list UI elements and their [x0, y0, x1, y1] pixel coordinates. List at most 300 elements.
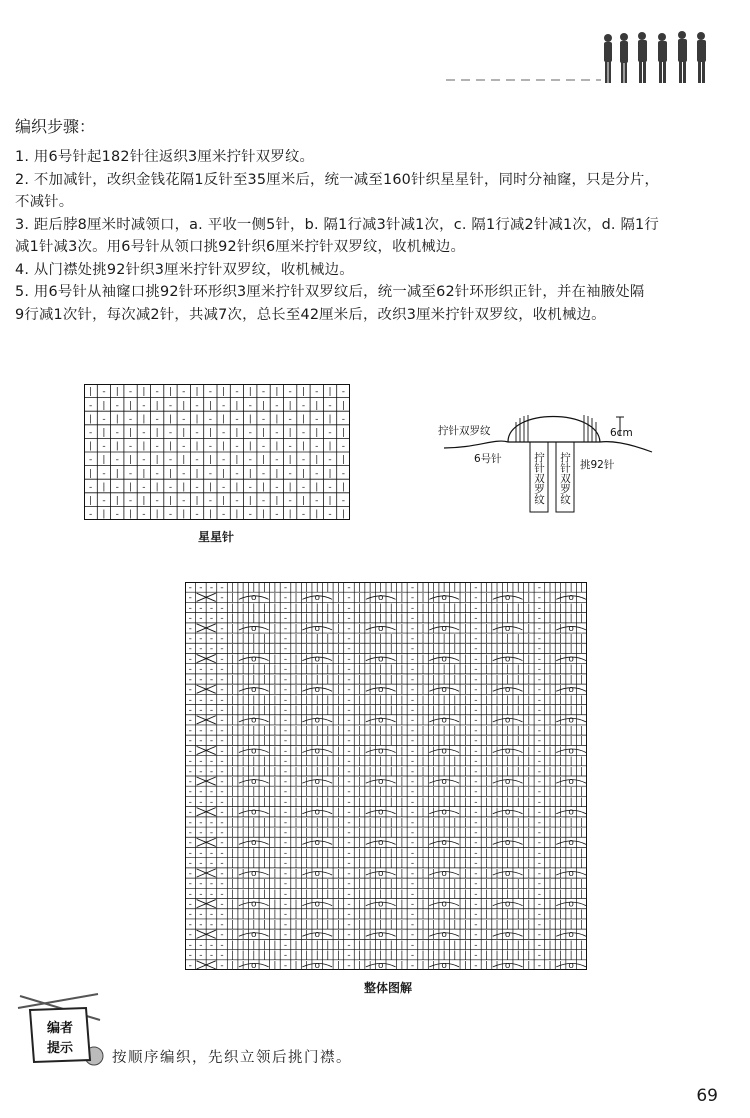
stitch-symbol: |: [548, 899, 552, 910]
stitch-symbol: -: [474, 582, 478, 593]
stitch-symbol: -: [283, 960, 288, 970]
stitch-symbol: |: [421, 746, 425, 757]
step-line: 3. 距后脖8厘米时减领口，a. 平收一侧5针，b. 隔1行减3针减1次，c. 隔1行减2针减1次，d. 隔1行: [15, 216, 660, 233]
stitch-symbol: |: [484, 685, 489, 696]
stitch-symbol: |: [252, 828, 256, 839]
stitch-symbol: |: [421, 858, 425, 869]
stitch-symbol: |: [442, 879, 446, 890]
stitch-symbol: |: [262, 879, 266, 890]
stitch-symbol: -: [220, 613, 224, 624]
stitch-symbol: |: [358, 909, 362, 920]
stitch-symbol: -: [474, 858, 478, 869]
stitch-symbol: o: [314, 623, 320, 634]
stitch-symbol: |: [368, 858, 372, 869]
stitch-symbol: -: [220, 858, 224, 869]
stitch-symbol: o: [314, 776, 320, 787]
stitch-symbol: |: [368, 705, 372, 716]
stitch-symbol: -: [283, 909, 288, 920]
stitch-symbol: |: [463, 940, 467, 951]
stitch-symbol: -: [410, 909, 415, 920]
stitch-symbol: |: [484, 787, 489, 798]
stitch-symbol: |: [559, 797, 563, 808]
stitch-symbol: o: [251, 715, 257, 726]
stitch-symbol: |: [548, 909, 552, 920]
stitch-symbol: |: [273, 817, 277, 828]
stitch-symbol: |: [336, 746, 340, 757]
stitch-symbol: |: [463, 838, 467, 849]
stitch-symbol: |: [559, 930, 563, 941]
stitch-symbol: |: [273, 858, 277, 869]
stitch-symbol: |: [336, 889, 340, 900]
stitch-symbol: -: [199, 756, 203, 767]
stitch-symbol: |: [463, 736, 467, 747]
stitch-symbol: |: [442, 889, 446, 900]
stitch-symbol: |: [336, 776, 340, 787]
stitch-symbol: |: [336, 899, 340, 910]
stitch-symbol: |: [484, 705, 489, 716]
stitch-symbol: -: [188, 817, 192, 828]
stitch-symbol: |: [315, 909, 319, 920]
stitch-symbol: |: [315, 582, 319, 593]
stitch-symbol: |: [358, 613, 362, 624]
stitch-symbol: |: [208, 509, 212, 520]
stitch-symbol: -: [195, 400, 199, 411]
stitch-symbol: -: [209, 756, 214, 767]
stitch-symbol: |: [315, 766, 319, 777]
stitch-symbol: |: [400, 644, 404, 655]
stitch-symbol: |: [241, 909, 245, 920]
stitch-symbol: |: [569, 848, 573, 859]
stitch-symbol: |: [506, 644, 510, 655]
stitch-symbol: -: [199, 674, 203, 685]
stitch-symbol: |: [400, 674, 404, 685]
stitch-symbol: |: [252, 705, 256, 716]
stitch-symbol: o: [441, 776, 447, 787]
stitch-symbol: -: [474, 634, 478, 645]
stitch-symbol: -: [199, 705, 203, 716]
stitch-symbol: |: [400, 685, 404, 696]
stitch-symbol: |: [432, 909, 436, 920]
stitch-symbol: |: [222, 441, 226, 452]
stitch-symbol: |: [495, 858, 499, 869]
stitch-symbol: |: [252, 674, 256, 685]
stitch-symbol: -: [474, 746, 478, 757]
stitch-symbol: |: [115, 468, 119, 479]
stitch-symbol: -: [182, 414, 186, 425]
stitch-symbol: |: [527, 582, 531, 593]
stitch-symbol: -: [199, 725, 203, 736]
stitch-symbol: -: [410, 858, 415, 869]
stitch-symbol: |: [463, 858, 467, 869]
stitch-symbol: |: [548, 848, 552, 859]
header-people-illustration: [600, 28, 720, 86]
stitch-symbol: -: [275, 400, 279, 411]
stitch-symbol: o: [504, 807, 511, 818]
stitch-symbol: |: [305, 746, 309, 757]
stitch-symbol: -: [347, 603, 351, 614]
stitch-symbol: |: [400, 960, 404, 970]
stitch-symbol: -: [283, 889, 288, 900]
stitch-symbol: |: [368, 940, 372, 951]
stitch-symbol: |: [262, 725, 266, 736]
stitch-symbol: -: [188, 807, 192, 818]
stitch-symbol: o: [377, 838, 384, 849]
stitch-symbol: -: [199, 695, 203, 706]
stitch-symbol: |: [368, 817, 372, 828]
stitch-symbol: |: [548, 634, 552, 645]
stitch-symbol: |: [453, 787, 457, 798]
stitch-symbol: |: [442, 797, 446, 808]
stitch-symbol: o: [251, 868, 257, 879]
stitch-symbol: -: [537, 715, 542, 726]
stitch-symbol: |: [294, 868, 298, 879]
stitch-symbol: |: [231, 919, 235, 930]
page-number: 69: [696, 1086, 718, 1106]
editor-tip-badge: [14, 986, 106, 1072]
stitch-symbol: |: [326, 950, 330, 961]
stitch-symbol: o: [441, 807, 447, 818]
stitch-symbol: |: [262, 400, 266, 411]
stitch-symbol: |: [336, 950, 340, 961]
stitch-symbol: |: [421, 644, 425, 655]
stitch-symbol: -: [288, 468, 292, 479]
stitch-symbol: -: [410, 868, 415, 879]
stitch-symbol: |: [495, 725, 499, 736]
stitch-symbol: |: [548, 664, 552, 675]
stitch-symbol: |: [580, 940, 584, 951]
stitch-symbol: |: [288, 428, 292, 438]
stitch-symbol: |: [262, 797, 266, 808]
stitch-symbol: -: [220, 634, 224, 645]
stitch-symbol: |: [379, 644, 383, 655]
stitch-symbol: |: [580, 766, 584, 777]
stitch-symbol: -: [220, 848, 224, 859]
stitch-symbol: |: [336, 879, 340, 890]
stitch-symbol: |: [358, 674, 362, 685]
stitch-symbol: |: [273, 654, 277, 665]
stitch-symbol: o: [314, 930, 320, 941]
stitch-symbol: -: [188, 879, 192, 890]
stitch-symbol: |: [580, 674, 584, 685]
stitch-symbol: |: [463, 950, 467, 961]
stitch-symbol: -: [188, 593, 192, 604]
stitch-symbol: |: [495, 715, 499, 726]
stitch-symbol: |: [305, 705, 309, 716]
stitch-symbol: |: [516, 664, 520, 675]
stitch-symbol: |: [484, 736, 489, 747]
stitch-symbol: o: [377, 685, 384, 696]
stitch-symbol: -: [537, 879, 542, 890]
stitch-symbol: |: [527, 593, 531, 604]
stitch-symbol: |: [580, 848, 584, 859]
stitch-symbol: |: [252, 766, 256, 777]
stitch-symbol: |: [288, 509, 292, 520]
stitch-symbol: |: [368, 766, 372, 777]
stitch-symbol: |: [559, 582, 563, 593]
stitch-symbol: |: [463, 725, 467, 736]
stitch-symbol: -: [410, 797, 415, 808]
stitch-symbol: -: [199, 950, 203, 961]
stitch-symbol: |: [389, 695, 393, 706]
stitch-symbol: |: [235, 428, 239, 438]
stitch-symbol: |: [241, 582, 245, 593]
stitch-symbol: -: [220, 644, 224, 655]
stitch-symbol: |: [379, 634, 383, 645]
stitch-symbol: -: [474, 889, 478, 900]
stitch-symbol: -: [220, 930, 224, 941]
stitch-symbol: -: [347, 919, 351, 930]
stitch-symbol: -: [168, 509, 173, 520]
stitch-symbol: o: [314, 685, 320, 696]
stitch-symbol: |: [241, 746, 245, 757]
stitch-symbol: |: [294, 582, 298, 593]
stitch-symbol: o: [377, 746, 384, 757]
stitch-symbol: -: [347, 623, 351, 634]
stitch-symbol: |: [358, 848, 362, 859]
stitch-symbol: |: [484, 889, 489, 900]
stitch-symbol: |: [262, 634, 266, 645]
stitch-symbol: |: [241, 725, 245, 736]
stitch-symbol: -: [474, 787, 478, 798]
stitch-symbol: o: [314, 593, 320, 604]
label-height: 6cm: [610, 427, 633, 439]
stitch-symbol: |: [379, 613, 383, 624]
stitch-symbol: |: [248, 468, 252, 479]
stitch-symbol: |: [400, 919, 404, 930]
stitch-symbol: |: [432, 889, 436, 900]
stitch-symbol: |: [442, 695, 446, 706]
stitch-symbol: |: [262, 787, 266, 798]
stitch-symbol: |: [379, 756, 383, 767]
stitch-symbol: -: [220, 889, 224, 900]
stitch-symbol: |: [273, 766, 277, 777]
stitch-symbol: -: [410, 634, 415, 645]
stitch-symbol: -: [474, 950, 478, 961]
stitch-symbol: |: [294, 644, 298, 655]
stitch-symbol: |: [506, 705, 510, 716]
stitch-symbol: |: [231, 746, 235, 757]
stitch-symbol: |: [389, 613, 393, 624]
stitch-symbol: |: [89, 414, 93, 425]
stitch-symbol: |: [315, 705, 319, 716]
stitch-symbol: -: [188, 838, 192, 849]
stitch-symbol: -: [537, 705, 542, 716]
stitch-symbol: |: [231, 868, 235, 879]
stitch-symbol: |: [168, 414, 172, 425]
stitch-symbol: o: [377, 776, 384, 787]
stitch-symbol: |: [262, 756, 266, 767]
stitch-symbol: -: [220, 593, 224, 604]
stitch-symbol: |: [315, 400, 319, 411]
stitch-symbol: |: [421, 582, 425, 593]
stitch-symbol: |: [231, 715, 235, 726]
stitch-symbol: -: [188, 889, 192, 900]
stitch-symbol: -: [474, 828, 478, 839]
stitch-symbol: |: [235, 455, 239, 466]
stitch-symbol: -: [142, 400, 146, 411]
stitch-symbol: |: [273, 725, 277, 736]
stitch-symbol: |: [358, 736, 362, 747]
stitch-symbol: -: [209, 858, 214, 869]
stitch-symbol: |: [495, 593, 499, 604]
stitch-symbol: |: [275, 496, 279, 506]
stitch-symbol: |: [305, 634, 309, 645]
stitch-symbol: o: [314, 807, 320, 818]
stitch-symbol: |: [336, 623, 340, 634]
stitch-symbol: o: [314, 838, 320, 849]
stitch-symbol: -: [220, 838, 224, 849]
stitch-symbol: -: [474, 603, 478, 614]
stitch-symbol: |: [506, 674, 510, 685]
stitch-symbol: |: [252, 797, 256, 808]
stitch-symbol: |: [432, 634, 436, 645]
stitch-symbol: |: [273, 582, 277, 593]
stitch-symbol: |: [506, 756, 510, 767]
stitch-symbol: -: [537, 776, 542, 787]
stitch-symbol: |: [273, 613, 277, 624]
stitch-symbol: |: [484, 919, 489, 930]
stitch-symbol: |: [315, 644, 319, 655]
stitch-symbol: -: [248, 509, 252, 520]
stitch-symbol: |: [421, 725, 425, 736]
stitch-symbol: -: [209, 828, 214, 839]
stitch-symbol: |: [89, 496, 93, 506]
stitch-symbol: |: [527, 623, 531, 634]
stitch-symbol: -: [410, 787, 415, 798]
stitch-symbol: |: [294, 940, 298, 951]
stitch-symbol: -: [410, 899, 415, 910]
stitch-symbol: |: [305, 613, 309, 624]
stitch-symbol: |: [89, 387, 93, 398]
stitch-symbol: |: [516, 644, 520, 655]
stitch-symbol: -: [410, 960, 415, 970]
stitch-symbol: -: [283, 736, 288, 747]
stitch-symbol: |: [294, 879, 298, 890]
stitch-symbol: |: [389, 909, 393, 920]
stitch-symbol: |: [305, 960, 309, 970]
stitch-symbol: -: [283, 950, 288, 961]
stitch-symbol: |: [463, 603, 467, 614]
stitch-symbol: -: [199, 940, 203, 951]
stitch-symbol: |: [580, 664, 584, 675]
stitch-symbol: |: [235, 509, 239, 520]
stitch-symbol: -: [474, 654, 478, 665]
stitch-symbol: -: [537, 919, 542, 930]
stitch-symbol: |: [368, 776, 372, 787]
stitch-symbol: |: [273, 776, 277, 787]
stitch-symbol: o: [441, 715, 447, 726]
stitch-symbol: |: [294, 603, 298, 614]
stitch-symbol: |: [155, 509, 159, 520]
stitch-symbol: -: [209, 787, 214, 798]
stitch-symbol: |: [155, 482, 159, 493]
stitch-symbol: |: [379, 817, 383, 828]
stitch-symbol: |: [379, 705, 383, 716]
stitch-symbol: |: [336, 960, 340, 970]
stitch-symbol: |: [559, 889, 563, 900]
stitch-symbol: |: [341, 455, 345, 466]
stitch-symbol: |: [463, 705, 467, 716]
stitch-symbol: |: [569, 940, 573, 951]
stitch-symbol: o: [441, 838, 447, 849]
stitch-symbol: |: [389, 674, 393, 685]
stitch-symbol: |: [495, 664, 499, 675]
stitch-symbol: |: [527, 695, 531, 706]
stitch-symbol: |: [484, 868, 489, 879]
stitch-symbol: |: [326, 828, 330, 839]
stitch-symbol: o: [568, 930, 574, 941]
stitch-symbol: -: [347, 838, 351, 849]
stitch-symbol: -: [195, 482, 199, 493]
stitch-symbol: |: [231, 582, 235, 593]
stitch-symbol: |: [358, 807, 362, 818]
stitch-symbol: |: [432, 940, 436, 951]
stitch-symbol: |: [506, 725, 510, 736]
stitch-symbol: o: [314, 899, 320, 910]
stitch-symbol: |: [275, 441, 279, 452]
stitch-symbol: -: [220, 674, 224, 685]
stitch-symbol: |: [358, 950, 362, 961]
stitch-symbol: |: [241, 654, 245, 665]
stitch-symbol: |: [580, 919, 584, 930]
stitch-symbol: |: [305, 868, 309, 879]
stitch-symbol: -: [410, 807, 415, 818]
stitch-symbol: |: [102, 428, 106, 438]
stitch-symbol: |: [559, 899, 563, 910]
stitch-symbol: -: [410, 838, 415, 849]
stitch-symbol: |: [262, 848, 266, 859]
stitch-symbol: |: [379, 736, 383, 747]
stitch-symbol: |: [559, 909, 563, 920]
stitch-symbol: |: [368, 725, 372, 736]
stitch-symbol: |: [432, 685, 436, 696]
stitch-symbol: |: [315, 940, 319, 951]
stitch-symbol: -: [261, 468, 266, 479]
stitch-symbol: |: [273, 685, 277, 696]
stitch-symbol: -: [209, 940, 214, 951]
stitch-symbol: |: [368, 960, 372, 970]
stitch-symbol: -: [188, 582, 192, 593]
stitch-symbol: -: [410, 776, 415, 787]
stitch-symbol: |: [432, 787, 436, 798]
stitch-symbol: o: [441, 593, 447, 604]
stitch-symbol: -: [199, 828, 203, 839]
stitch-symbol: |: [336, 817, 340, 828]
stitch-symbol: |: [102, 455, 106, 466]
stitch-symbol: -: [347, 940, 351, 951]
stitch-symbol: |: [559, 868, 563, 879]
stitch-symbol: |: [252, 919, 256, 930]
stitch-symbol: |: [294, 695, 298, 706]
stitch-symbol: |: [432, 930, 436, 941]
stitch-symbol: |: [453, 613, 457, 624]
stitch-symbol: |: [326, 919, 330, 930]
stitch-symbol: |: [252, 940, 256, 951]
stitch-symbol: |: [305, 776, 309, 787]
stitch-symbol: |: [336, 756, 340, 767]
stitch-symbol: |: [231, 960, 235, 970]
stitch-symbol: |: [516, 919, 520, 930]
stitch-symbol: |: [527, 664, 531, 675]
stitch-symbol: |: [326, 603, 330, 614]
stitch-symbol: |: [305, 756, 309, 767]
stitch-symbol: |: [442, 634, 446, 645]
stitch-symbol: |: [432, 868, 436, 879]
stitch-symbol: |: [273, 787, 277, 798]
stitch-symbol: |: [580, 909, 584, 920]
stitch-symbol: -: [188, 623, 192, 634]
stitch-symbol: |: [129, 428, 133, 438]
